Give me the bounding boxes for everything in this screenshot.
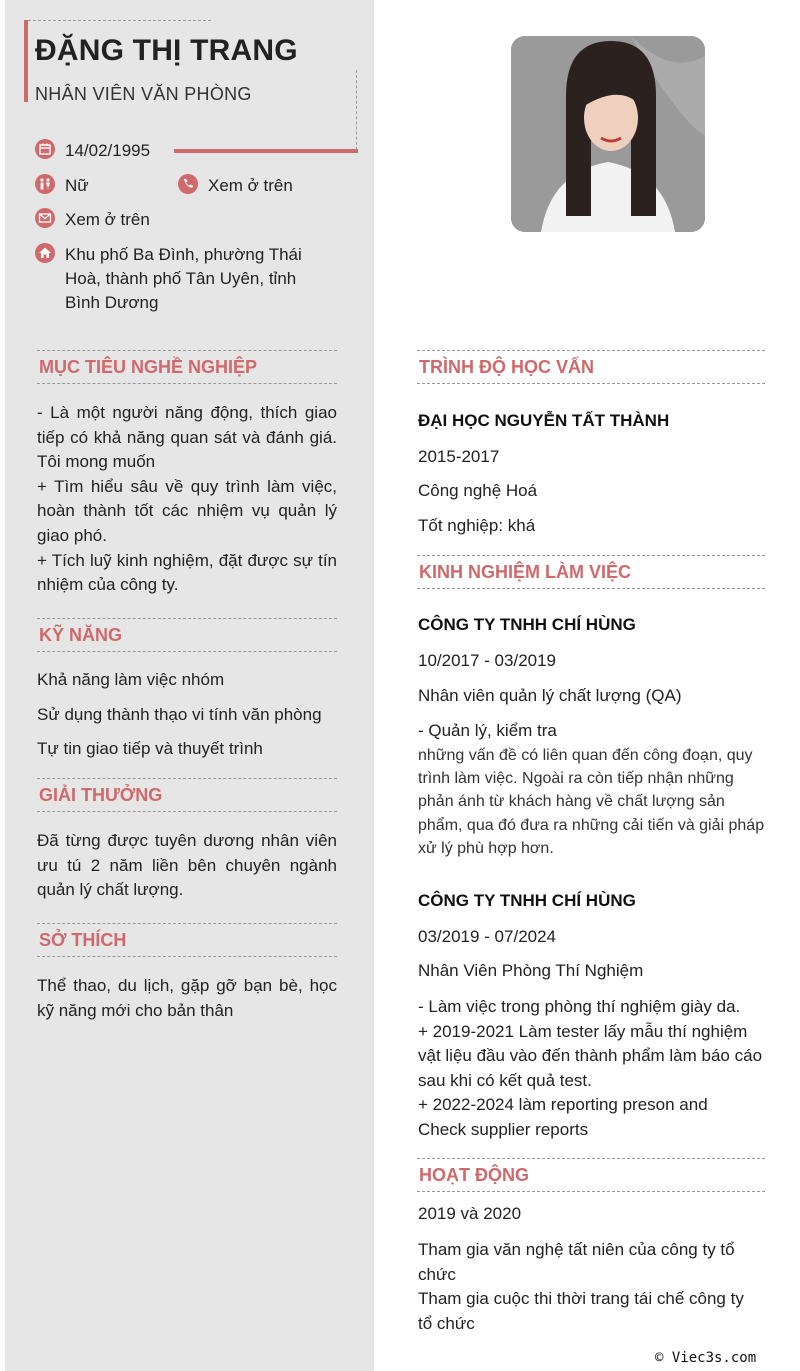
description-line: xử lý phù hợp hơn.	[418, 839, 554, 857]
skill-item: Tự tin giao tiếp và thuyết trình	[37, 739, 263, 758]
job-position: Nhân Viên Phòng Thí Nghiệm	[418, 961, 644, 980]
hobbies-text: Thể thao, du lịch, gặp gỡ bạn bè, học kỹ năng mới cho bản thân	[37, 976, 337, 1020]
phone: Xem ở trên	[208, 176, 293, 195]
objective-line: - Là một người năng động, thích giao tiếp có khả năng quan sát và đánh giá. Tôi mong muốn	[37, 403, 337, 472]
phone-icon	[178, 174, 198, 194]
accent-line	[174, 149, 358, 153]
name-block	[24, 20, 357, 152]
objective-line: + Tích luỹ kinh nghiệm, đặt được sự tín nhiệm của công ty.	[37, 550, 337, 595]
job-description-lead: - Quản lý, kiểm tra	[418, 721, 557, 740]
job-description	[418, 995, 768, 1143]
description-line: trình làm việc. Ngoài ra còn tiếp nhận những	[418, 770, 734, 788]
address-line: Bình Dương	[65, 293, 159, 312]
description-line: vật liệu đầu vào đến thành phẩm làm báo cáo	[418, 1046, 763, 1066]
description-line: phản ánh từ khách hàng về chất lượng sản	[418, 793, 725, 811]
activity-line: Tham gia cuộc thi thời trang tái chế công ty	[418, 1289, 744, 1309]
description-line: - Làm việc trong phòng thí nghiệm giày da.	[418, 997, 741, 1016]
full-name: ĐẶNG THỊ TRANG	[35, 34, 298, 67]
objective-text	[37, 401, 337, 598]
birthday: 14/02/1995	[65, 141, 151, 160]
skill-item: Khả năng làm việc nhóm	[37, 670, 225, 689]
description-line: những vấn đề có liên quan đến công đoạn, quy	[418, 747, 753, 764]
job-description	[418, 744, 768, 860]
job-title: NHÂN VIÊN VĂN PHÒNG	[35, 84, 252, 104]
skill-item: Sử dụng thành thạo vi tính văn phòng	[37, 705, 322, 724]
footer-credit: © Viec3s.com	[655, 1350, 757, 1366]
calendar-icon	[35, 139, 55, 159]
job-company: CÔNG TY TNHH CHÍ HÙNG	[418, 615, 636, 634]
education-heading: TRÌNH ĐỘ HỌC VẤN	[417, 350, 765, 384]
home-icon	[35, 243, 55, 263]
awards-heading: GIẢI THƯỞNG	[37, 778, 337, 812]
activity-line: tổ chức	[418, 1313, 475, 1333]
activity-line: Tham gia văn nghệ tất niên của công ty tổ	[418, 1240, 735, 1259]
job-company: CÔNG TY TNHH CHÍ HÙNG	[418, 891, 636, 910]
email: Xem ở trên	[65, 210, 150, 229]
objective-heading: MỤC TIÊU NGHỀ NGHIỆP	[37, 350, 337, 384]
hobbies-heading: SỞ THÍCH	[37, 923, 337, 957]
person-portrait-icon	[511, 36, 705, 232]
name-accent-bar	[24, 20, 28, 102]
address-line: Hoà, thành phố Tân Uyên, tỉnh	[65, 269, 297, 288]
skills-heading: KỸ NĂNG	[37, 618, 337, 652]
activities-heading: HOẠT ĐỘNG	[417, 1158, 765, 1192]
education-period: 2015-2017	[418, 447, 500, 466]
objective-line: + Tìm hiểu sâu về quy trình làm việc, hoàn thành tốt các nhiệm vụ quản lý giao phó.	[37, 476, 337, 545]
divider	[28, 20, 211, 21]
education-result: Tốt nghiệp: khá	[418, 516, 536, 535]
address-line: Khu phố Ba Đình, phường Thái	[65, 245, 302, 264]
job-period: 03/2019 - 07/2024	[418, 927, 557, 946]
activity-line: chức	[418, 1264, 456, 1284]
gender-icon	[35, 174, 55, 194]
job-period: 10/2017 - 03/2019	[418, 651, 557, 670]
activities-text	[418, 1238, 768, 1336]
activities-period: 2019 và 2020	[418, 1204, 522, 1223]
profile-photo	[511, 36, 705, 232]
address	[65, 243, 302, 315]
awards-text: Đã từng được tuyên dương nhân viên ưu tú 2 năm liền bên chuyên ngành quản lý chất lượng.	[37, 831, 337, 900]
education-major: Công nghệ Hoá	[418, 481, 538, 500]
description-line: + 2022-2024 làm reporting preson and	[418, 1095, 708, 1115]
description-line: + 2019-2021 Làm tester lấy mẫu thí nghiệm	[418, 1021, 748, 1041]
description-line: Check supplier reports	[418, 1119, 589, 1139]
job-position: Nhân viên quản lý chất lượng (QA)	[418, 686, 682, 705]
experience-heading: KINH NGHIỆM LÀM VIỆC	[417, 555, 765, 589]
description-line: phẩm, qua đó đưa ra những cải tiến và giải pháp	[418, 816, 765, 834]
school-name: ĐẠI HỌC NGUYỄN TẤT THÀNH	[418, 411, 670, 430]
mail-icon	[35, 208, 55, 228]
divider	[356, 70, 357, 150]
description-line: sau khi có kết quả test.	[418, 1070, 592, 1090]
gender: Nữ	[65, 176, 89, 195]
